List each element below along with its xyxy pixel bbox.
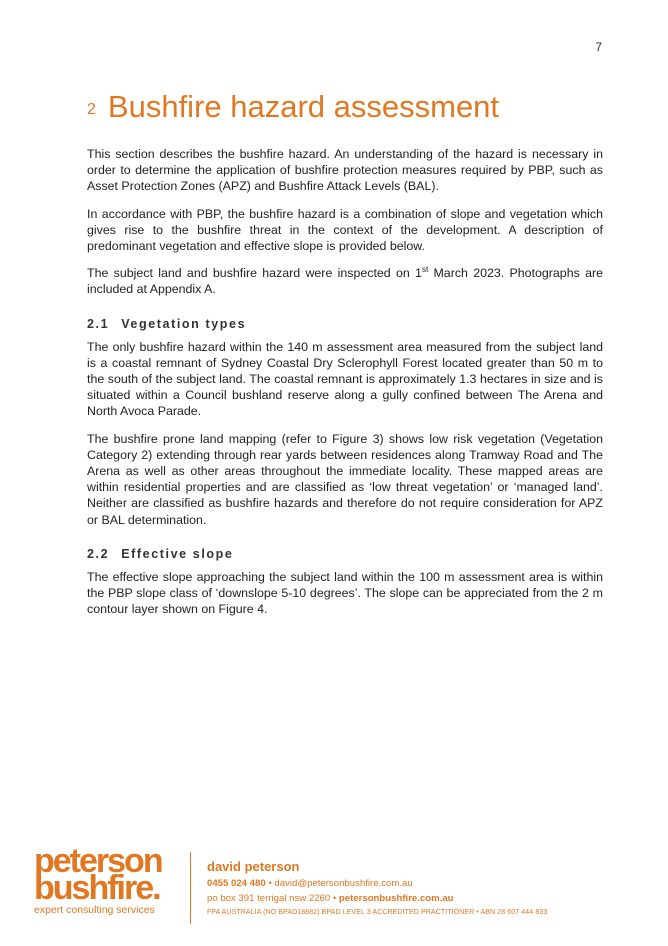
document-body bbox=[87, 146, 603, 628]
company-logo bbox=[34, 842, 182, 916]
slope-paragraph: The effective slope approaching the subject land within the 100 m assessment area is within the PBP slope class of ‘downslope 5-10 degrees’. The slope can be appreciated from the 2 m contour layer shown on Figure 4. bbox=[87, 569, 603, 617]
contact-phone: 0455 024 480 bbox=[207, 878, 266, 889]
logo-word-bushfire: bushfire. bbox=[34, 869, 160, 907]
section-title: Bushfire hazard assessment bbox=[107, 89, 500, 124]
page-footer bbox=[34, 842, 634, 928]
accreditation-line: FPA AUSTRALIA (NO BPAD18882) BPAD LEVEL 3 ACCREDITED PRACTITIONER • ABN 28 607 444 833 bbox=[207, 909, 548, 916]
contact-name: david peterson bbox=[207, 859, 300, 874]
logo-word-peterson: peterson bbox=[34, 842, 162, 880]
contact-website[interactable]: petersonbushfire.com.au bbox=[338, 893, 454, 904]
page-number: 7 bbox=[595, 40, 602, 54]
section-number: 2 bbox=[87, 101, 96, 118]
contact-postal: po box 391 terrigal nsw 2260 bbox=[207, 893, 331, 904]
ordinal-suffix: st bbox=[421, 265, 429, 275]
subsection-title: Vegetation types bbox=[121, 316, 247, 331]
page-title bbox=[87, 88, 499, 125]
intro-paragraph: This section describes the bushfire hazard. An understanding of the hazard is necessary in order to determine the application of bushfire protection measures required by PBP, such as Asset Protection Zones (APZ) and Bushfire Attack Levels (BAL). bbox=[87, 147, 603, 194]
intro-paragraph: In accordance with PBP, the bushfire hazard is a combination of slope and vegetation which gives rise to the bushfire threat in the context of the development. A description of predominant vegetation and effective slope is provided below. bbox=[87, 206, 603, 254]
subsection-heading-vegetation bbox=[87, 317, 603, 331]
subsection-number: 2.1 bbox=[87, 316, 110, 331]
contact-email[interactable]: david@petersonbushfire.com.au bbox=[274, 878, 413, 889]
inspection-text: The subject land and bushfire hazard were inspected on 1 bbox=[87, 266, 422, 281]
vegetation-paragraph: The only bushfire hazard within the 140 m assessment area measured from the subject land is a coastal remnant of Sydney Coastal Dry Sclerophyll Forest located greater than 50 m to the south of the subject land. The coastal remnant is approximately 1.3 hectares in size and is situated within a Council bushland reserve along a gully confined between The Arena and North Avoca Parade. bbox=[87, 339, 603, 419]
subsection-title: Effective slope bbox=[121, 546, 234, 561]
subsection-heading-slope bbox=[87, 547, 603, 561]
logo-tagline: expert consulting services bbox=[34, 904, 155, 916]
footer-divider bbox=[190, 852, 191, 924]
subsection-number: 2.2 bbox=[87, 546, 110, 561]
contact-phone-email-line bbox=[207, 876, 547, 891]
contact-postal-web-line bbox=[207, 891, 547, 906]
vegetation-paragraph: The bushfire prone land mapping (refer to Figure 3) shows low risk vegetation (Vegetation Category 2) extending through rear yards between residences along Tramway Road and The Arena as well as other areas throughout the immediate locality. These mapped areas are within residential properties and are classified as ‘low threat vegetation’ or ‘managed land’. Neither are classified as bushfire hazards and therefore do not require consideration for APZ or BAL determination. bbox=[87, 431, 603, 527]
inspection-paragraph bbox=[87, 265, 603, 297]
bullet-separator: • bbox=[268, 878, 272, 889]
contact-details bbox=[207, 859, 547, 916]
inspection-text-rest: March 2023. Photographs are included at Appendix A. bbox=[87, 266, 603, 297]
bullet-separator: • bbox=[332, 893, 337, 904]
